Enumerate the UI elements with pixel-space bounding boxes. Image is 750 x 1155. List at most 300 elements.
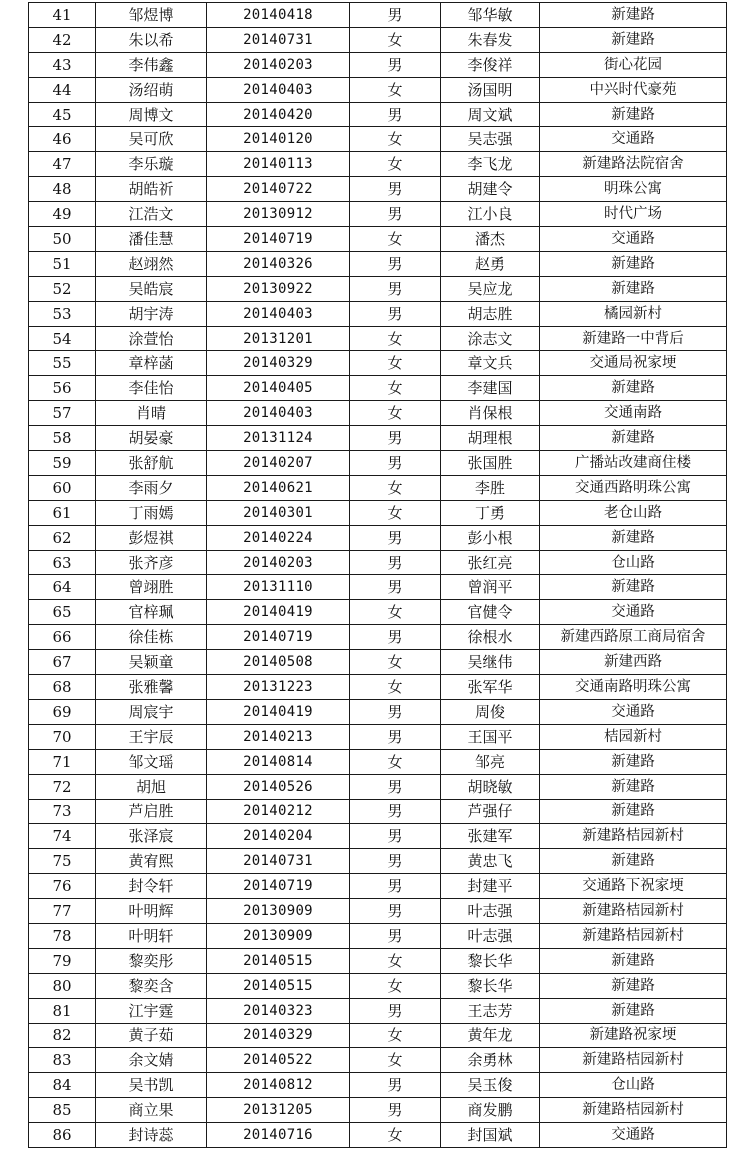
birth-date-cell: 20140522 (207, 1048, 350, 1073)
gender-cell: 男 (350, 625, 441, 650)
table-row (29, 899, 727, 924)
table-row (29, 177, 727, 202)
parent-name-cell: 吴志强 (441, 127, 540, 152)
student-name-cell: 吴皓宸 (96, 276, 207, 301)
table-row (29, 202, 727, 227)
address-cell: 仓山路 (540, 1073, 727, 1098)
gender-cell: 男 (350, 177, 441, 202)
parent-name-cell: 胡晓敏 (441, 774, 540, 799)
birth-date-cell: 20140203 (207, 550, 350, 575)
address-cell: 新建路桔园新村 (540, 1048, 727, 1073)
birth-date-cell: 20140526 (207, 774, 350, 799)
address-cell: 新建路桔园新村 (540, 923, 727, 948)
birth-date-cell: 20140403 (207, 301, 350, 326)
address-cell: 新建路 (540, 849, 727, 874)
birth-date-cell: 20140329 (207, 351, 350, 376)
birth-date-cell: 20140113 (207, 152, 350, 177)
row-number-cell: 46 (29, 127, 96, 152)
row-number-cell: 85 (29, 1098, 96, 1123)
student-name-cell: 黎奕彤 (96, 948, 207, 973)
parent-name-cell: 商发鹏 (441, 1098, 540, 1123)
row-number-cell: 79 (29, 948, 96, 973)
table-row (29, 1098, 727, 1123)
student-name-cell: 张雅馨 (96, 675, 207, 700)
student-name-cell: 吴颖童 (96, 650, 207, 675)
row-number-cell: 47 (29, 152, 96, 177)
table-row (29, 475, 727, 500)
table-row (29, 227, 727, 252)
student-name-cell: 封令轩 (96, 874, 207, 899)
birth-date-cell: 20130909 (207, 923, 350, 948)
parent-name-cell: 黎长华 (441, 973, 540, 998)
row-number-cell: 86 (29, 1123, 96, 1148)
birth-date-cell: 20140515 (207, 948, 350, 973)
birth-date-cell: 20131223 (207, 675, 350, 700)
student-name-cell: 潘佳慧 (96, 227, 207, 252)
student-name-cell: 张齐彦 (96, 550, 207, 575)
address-cell: 仓山路 (540, 550, 727, 575)
address-cell: 交通西路明珠公寓 (540, 475, 727, 500)
student-name-cell: 李伟鑫 (96, 52, 207, 77)
gender-cell: 男 (350, 923, 441, 948)
row-number-cell: 65 (29, 600, 96, 625)
address-cell: 新建路 (540, 426, 727, 451)
table-row (29, 675, 727, 700)
student-name-cell: 赵翊然 (96, 251, 207, 276)
birth-date-cell: 20140419 (207, 600, 350, 625)
address-cell: 中兴时代豪苑 (540, 77, 727, 102)
birth-date-cell: 20140719 (207, 874, 350, 899)
gender-cell: 女 (350, 650, 441, 675)
student-name-cell: 江宇霆 (96, 998, 207, 1023)
address-cell: 交通路 (540, 127, 727, 152)
row-number-cell: 80 (29, 973, 96, 998)
parent-name-cell: 曾润平 (441, 575, 540, 600)
birth-date-cell: 20130912 (207, 202, 350, 227)
table-row (29, 251, 727, 276)
gender-cell: 男 (350, 52, 441, 77)
student-name-cell: 涂萱怡 (96, 326, 207, 351)
student-name-cell: 吴书凯 (96, 1073, 207, 1098)
parent-name-cell: 吴继伟 (441, 650, 540, 675)
birth-date-cell: 20130922 (207, 276, 350, 301)
table-row (29, 874, 727, 899)
row-number-cell: 49 (29, 202, 96, 227)
gender-cell: 男 (350, 102, 441, 127)
birth-date-cell: 20140224 (207, 525, 350, 550)
parent-name-cell: 丁勇 (441, 500, 540, 525)
gender-cell: 男 (350, 301, 441, 326)
birth-date-cell: 20140213 (207, 724, 350, 749)
row-number-cell: 77 (29, 899, 96, 924)
parent-name-cell: 朱春发 (441, 27, 540, 52)
student-name-cell: 朱以希 (96, 27, 207, 52)
address-cell: 新建路 (540, 774, 727, 799)
row-number-cell: 50 (29, 227, 96, 252)
parent-name-cell: 彭小根 (441, 525, 540, 550)
parent-name-cell: 李建国 (441, 376, 540, 401)
parent-name-cell: 周文斌 (441, 102, 540, 127)
student-name-cell: 周宸宇 (96, 699, 207, 724)
table-row (29, 351, 727, 376)
birth-date-cell: 20131110 (207, 575, 350, 600)
birth-date-cell: 20140323 (207, 998, 350, 1023)
table-row (29, 774, 727, 799)
gender-cell: 男 (350, 202, 441, 227)
parent-name-cell: 王国平 (441, 724, 540, 749)
parent-name-cell: 芦强仔 (441, 799, 540, 824)
row-number-cell: 52 (29, 276, 96, 301)
row-number-cell: 71 (29, 749, 96, 774)
gender-cell: 女 (350, 376, 441, 401)
birth-date-cell: 20140403 (207, 401, 350, 426)
student-name-cell: 江浩文 (96, 202, 207, 227)
table-row (29, 276, 727, 301)
gender-cell: 女 (350, 351, 441, 376)
table-row (29, 152, 727, 177)
row-number-cell: 54 (29, 326, 96, 351)
address-cell: 交通路 (540, 699, 727, 724)
gender-cell: 男 (350, 799, 441, 824)
row-number-cell: 55 (29, 351, 96, 376)
gender-cell: 女 (350, 227, 441, 252)
parent-name-cell: 吴应龙 (441, 276, 540, 301)
row-number-cell: 42 (29, 27, 96, 52)
row-number-cell: 82 (29, 1023, 96, 1048)
table-row (29, 1073, 727, 1098)
birth-date-cell: 20131201 (207, 326, 350, 351)
birth-date-cell: 20140812 (207, 1073, 350, 1098)
parent-name-cell: 肖保根 (441, 401, 540, 426)
parent-name-cell: 封国斌 (441, 1123, 540, 1148)
gender-cell: 女 (350, 1123, 441, 1148)
row-number-cell: 69 (29, 699, 96, 724)
gender-cell: 女 (350, 152, 441, 177)
gender-cell: 男 (350, 724, 441, 749)
parent-name-cell: 叶志强 (441, 899, 540, 924)
birth-date-cell: 20131205 (207, 1098, 350, 1123)
table-row (29, 998, 727, 1023)
address-cell: 街心花园 (540, 52, 727, 77)
address-cell: 交通局祝家埂 (540, 351, 727, 376)
student-name-cell: 李雨夕 (96, 475, 207, 500)
gender-cell: 女 (350, 600, 441, 625)
roster-sheet (28, 2, 720, 1148)
parent-name-cell: 张红亮 (441, 550, 540, 575)
row-number-cell: 81 (29, 998, 96, 1023)
gender-cell: 女 (350, 1023, 441, 1048)
table-row (29, 799, 727, 824)
row-number-cell: 62 (29, 525, 96, 550)
student-name-cell: 徐佳栋 (96, 625, 207, 650)
row-number-cell: 61 (29, 500, 96, 525)
parent-name-cell: 张军华 (441, 675, 540, 700)
parent-name-cell: 李飞龙 (441, 152, 540, 177)
birth-date-cell: 20140329 (207, 1023, 350, 1048)
birth-date-cell: 20140405 (207, 376, 350, 401)
table-row (29, 824, 727, 849)
address-cell: 新建路 (540, 27, 727, 52)
table-row (29, 1123, 727, 1148)
student-name-cell: 张舒航 (96, 451, 207, 476)
address-cell: 新建路 (540, 102, 727, 127)
student-name-cell: 章梓菡 (96, 351, 207, 376)
gender-cell: 男 (350, 451, 441, 476)
table-row (29, 1048, 727, 1073)
row-number-cell: 66 (29, 625, 96, 650)
address-cell: 交通路下祝家埂 (540, 874, 727, 899)
row-number-cell: 58 (29, 426, 96, 451)
birth-date-cell: 20140508 (207, 650, 350, 675)
student-name-cell: 吴可欣 (96, 127, 207, 152)
birth-date-cell: 20140731 (207, 849, 350, 874)
address-cell: 明珠公寓 (540, 177, 727, 202)
gender-cell: 男 (350, 251, 441, 276)
row-number-cell: 45 (29, 102, 96, 127)
parent-name-cell: 张国胜 (441, 451, 540, 476)
address-cell: 新建路 (540, 575, 727, 600)
table-row (29, 52, 727, 77)
birth-date-cell: 20131124 (207, 426, 350, 451)
parent-name-cell: 黎长华 (441, 948, 540, 973)
row-number-cell: 78 (29, 923, 96, 948)
address-cell: 新建西路原工商局宿舍 (540, 625, 727, 650)
parent-name-cell: 李俊祥 (441, 52, 540, 77)
birth-date-cell: 20140204 (207, 824, 350, 849)
address-cell: 交通南路 (540, 401, 727, 426)
parent-name-cell: 邹亮 (441, 749, 540, 774)
student-name-cell: 余文婧 (96, 1048, 207, 1073)
gender-cell: 女 (350, 27, 441, 52)
gender-cell: 男 (350, 998, 441, 1023)
row-number-cell: 41 (29, 3, 96, 28)
row-number-cell: 70 (29, 724, 96, 749)
birth-date-cell: 20140719 (207, 625, 350, 650)
parent-name-cell: 封建平 (441, 874, 540, 899)
address-cell: 新建路 (540, 376, 727, 401)
address-cell: 新建路 (540, 525, 727, 550)
parent-name-cell: 李胜 (441, 475, 540, 500)
gender-cell: 男 (350, 849, 441, 874)
row-number-cell: 74 (29, 824, 96, 849)
parent-name-cell: 赵勇 (441, 251, 540, 276)
birth-date-cell: 20140212 (207, 799, 350, 824)
row-number-cell: 67 (29, 650, 96, 675)
table-row (29, 625, 727, 650)
student-name-cell: 肖晴 (96, 401, 207, 426)
student-name-cell: 黎奕含 (96, 973, 207, 998)
address-cell: 新建路桔园新村 (540, 1098, 727, 1123)
address-cell: 交通路 (540, 227, 727, 252)
gender-cell: 男 (350, 575, 441, 600)
table-row (29, 426, 727, 451)
parent-name-cell: 王志芳 (441, 998, 540, 1023)
gender-cell: 男 (350, 3, 441, 28)
row-number-cell: 53 (29, 301, 96, 326)
parent-name-cell: 章文兵 (441, 351, 540, 376)
gender-cell: 男 (350, 824, 441, 849)
address-cell: 新建路桔园新村 (540, 899, 727, 924)
student-name-cell: 黄宥熙 (96, 849, 207, 874)
gender-cell: 男 (350, 550, 441, 575)
address-cell: 时代广场 (540, 202, 727, 227)
birth-date-cell: 20140621 (207, 475, 350, 500)
parent-name-cell: 官健令 (441, 600, 540, 625)
table-row (29, 973, 727, 998)
address-cell: 老仓山路 (540, 500, 727, 525)
row-number-cell: 75 (29, 849, 96, 874)
table-row (29, 923, 727, 948)
address-cell: 新建路 (540, 749, 727, 774)
parent-name-cell: 胡建令 (441, 177, 540, 202)
birth-date-cell: 20140515 (207, 973, 350, 998)
row-number-cell: 73 (29, 799, 96, 824)
parent-name-cell: 黄年龙 (441, 1023, 540, 1048)
row-number-cell: 84 (29, 1073, 96, 1098)
birth-date-cell: 20140719 (207, 227, 350, 252)
gender-cell: 女 (350, 326, 441, 351)
gender-cell: 男 (350, 899, 441, 924)
address-cell: 新建路一中背后 (540, 326, 727, 351)
address-cell: 桔园新村 (540, 724, 727, 749)
gender-cell: 男 (350, 426, 441, 451)
gender-cell: 女 (350, 500, 441, 525)
table-row (29, 525, 727, 550)
roster-table-body (29, 3, 727, 1148)
address-cell: 新建路 (540, 3, 727, 28)
birth-date-cell: 20140418 (207, 3, 350, 28)
student-name-cell: 曾翊胜 (96, 575, 207, 600)
row-number-cell: 43 (29, 52, 96, 77)
table-row (29, 3, 727, 28)
gender-cell: 女 (350, 475, 441, 500)
student-name-cell: 胡宇涛 (96, 301, 207, 326)
parent-name-cell: 江小良 (441, 202, 540, 227)
address-cell: 新建路祝家埂 (540, 1023, 727, 1048)
table-row (29, 326, 727, 351)
table-row (29, 1023, 727, 1048)
gender-cell: 男 (350, 276, 441, 301)
parent-name-cell: 胡理根 (441, 426, 540, 451)
student-name-cell: 芦启胜 (96, 799, 207, 824)
birth-date-cell: 20130909 (207, 899, 350, 924)
address-cell: 新建路桔园新村 (540, 824, 727, 849)
row-number-cell: 48 (29, 177, 96, 202)
row-number-cell: 63 (29, 550, 96, 575)
table-row (29, 451, 727, 476)
table-row (29, 699, 727, 724)
student-name-cell: 邹文瑶 (96, 749, 207, 774)
address-cell: 交通路 (540, 1123, 727, 1148)
address-cell: 新建路 (540, 973, 727, 998)
row-number-cell: 60 (29, 475, 96, 500)
parent-name-cell: 黄忠飞 (441, 849, 540, 874)
address-cell: 新建路 (540, 948, 727, 973)
table-row (29, 401, 727, 426)
address-cell: 新建路 (540, 998, 727, 1023)
student-name-cell: 胡晏豪 (96, 426, 207, 451)
table-row (29, 127, 727, 152)
student-name-cell: 商立果 (96, 1098, 207, 1123)
gender-cell: 女 (350, 948, 441, 973)
row-number-cell: 83 (29, 1048, 96, 1073)
gender-cell: 女 (350, 401, 441, 426)
gender-cell: 男 (350, 525, 441, 550)
address-cell: 新建路法院宿舍 (540, 152, 727, 177)
row-number-cell: 76 (29, 874, 96, 899)
address-cell: 交通路 (540, 600, 727, 625)
row-number-cell: 57 (29, 401, 96, 426)
student-name-cell: 黄子茹 (96, 1023, 207, 1048)
gender-cell: 女 (350, 749, 441, 774)
table-row (29, 724, 727, 749)
gender-cell: 女 (350, 1048, 441, 1073)
gender-cell: 女 (350, 77, 441, 102)
address-cell: 交通南路明珠公寓 (540, 675, 727, 700)
address-cell: 新建路 (540, 251, 727, 276)
table-row (29, 27, 727, 52)
birth-date-cell: 20140731 (207, 27, 350, 52)
parent-name-cell: 叶志强 (441, 923, 540, 948)
parent-name-cell: 涂志文 (441, 326, 540, 351)
student-name-cell: 张泽宸 (96, 824, 207, 849)
gender-cell: 女 (350, 127, 441, 152)
table-row (29, 948, 727, 973)
parent-name-cell: 胡志胜 (441, 301, 540, 326)
birth-date-cell: 20140403 (207, 77, 350, 102)
table-row (29, 849, 727, 874)
address-cell: 橘园新村 (540, 301, 727, 326)
table-row (29, 550, 727, 575)
row-number-cell: 68 (29, 675, 96, 700)
student-name-cell: 胡旭 (96, 774, 207, 799)
birth-date-cell: 20140207 (207, 451, 350, 476)
row-number-cell: 56 (29, 376, 96, 401)
table-row (29, 749, 727, 774)
gender-cell: 男 (350, 699, 441, 724)
gender-cell: 女 (350, 675, 441, 700)
parent-name-cell: 吴玉俊 (441, 1073, 540, 1098)
table-row (29, 500, 727, 525)
student-name-cell: 叶明辉 (96, 899, 207, 924)
birth-date-cell: 20140326 (207, 251, 350, 276)
table-row (29, 301, 727, 326)
student-name-cell: 邹煜博 (96, 3, 207, 28)
address-cell: 新建路 (540, 276, 727, 301)
parent-name-cell: 邹华敏 (441, 3, 540, 28)
student-name-cell: 周博文 (96, 102, 207, 127)
student-name-cell: 彭煜祺 (96, 525, 207, 550)
parent-name-cell: 余勇林 (441, 1048, 540, 1073)
student-name-cell: 汤绍萌 (96, 77, 207, 102)
student-name-cell: 李乐璇 (96, 152, 207, 177)
row-number-cell: 51 (29, 251, 96, 276)
student-name-cell: 官梓珮 (96, 600, 207, 625)
row-number-cell: 64 (29, 575, 96, 600)
address-cell: 广播站改建商住楼 (540, 451, 727, 476)
gender-cell: 男 (350, 774, 441, 799)
birth-date-cell: 20140722 (207, 177, 350, 202)
row-number-cell: 59 (29, 451, 96, 476)
table-row (29, 575, 727, 600)
parent-name-cell: 周俊 (441, 699, 540, 724)
row-number-cell: 72 (29, 774, 96, 799)
address-cell: 新建西路 (540, 650, 727, 675)
birth-date-cell: 20140420 (207, 102, 350, 127)
gender-cell: 女 (350, 973, 441, 998)
table-row (29, 600, 727, 625)
birth-date-cell: 20140301 (207, 500, 350, 525)
